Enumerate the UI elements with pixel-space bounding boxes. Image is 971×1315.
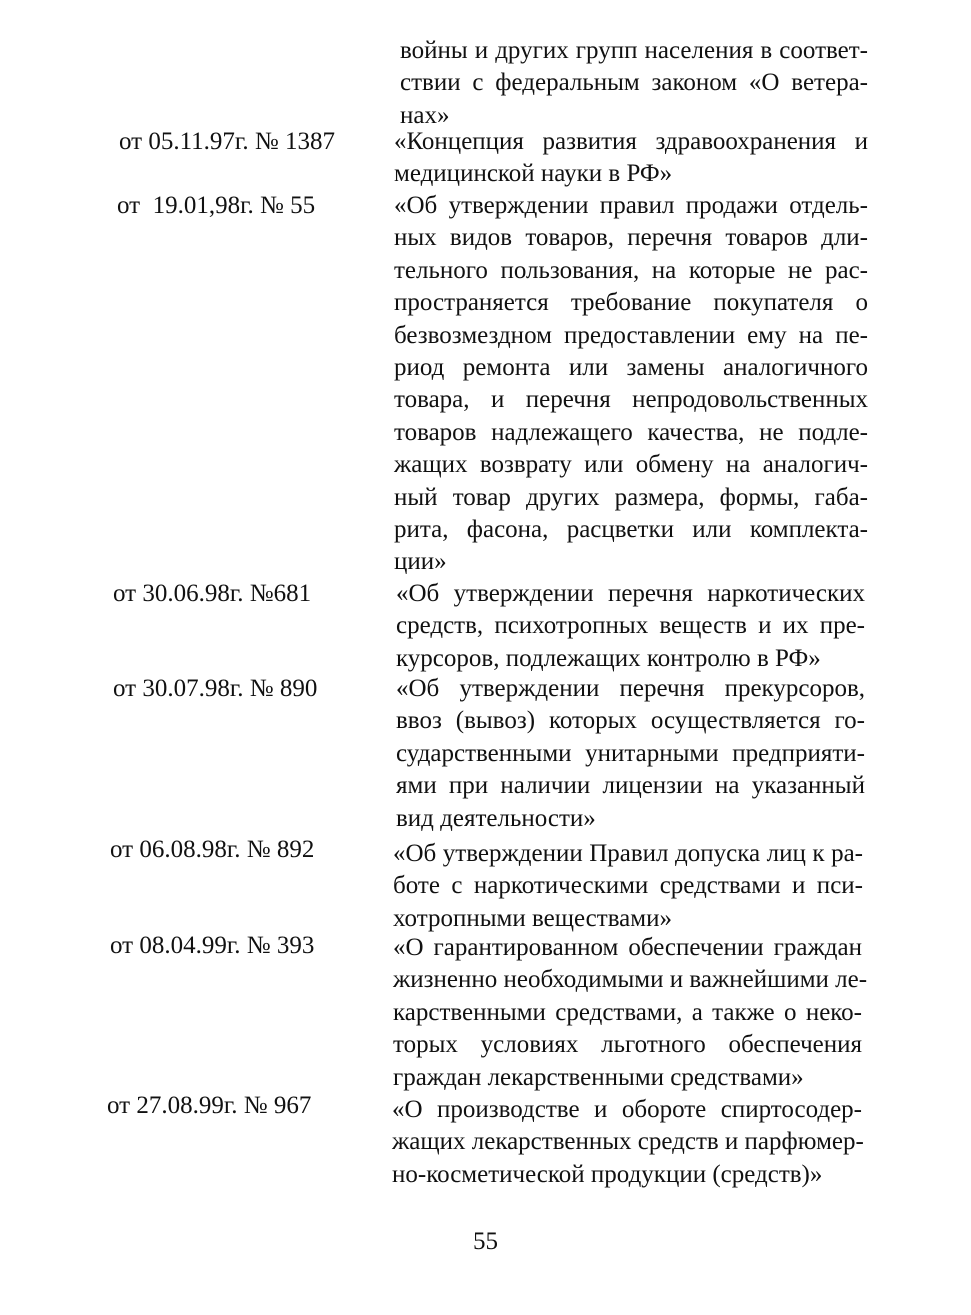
title-line: медицинской науки в РФ»	[394, 160, 673, 188]
title-line: войны и других групп населения в соответ-	[400, 37, 868, 64]
title-line: «Концепция развития здравоохранения и	[394, 128, 868, 155]
document-title	[400, 35, 868, 132]
document-reference: от 08.04.99г. № 393	[110, 932, 315, 959]
title-line: пространяется требование покупателя о	[394, 289, 868, 317]
title-line: но-косметической продукции (средств)»	[392, 1160, 823, 1188]
document-title	[394, 126, 868, 191]
title-line: риод ремонта или замены аналогичного	[394, 354, 868, 382]
document-title	[393, 838, 863, 935]
title-line: товаров надлежащего качества, не подле-	[394, 418, 868, 446]
document-reference: от 05.11.97г. № 1387	[119, 128, 335, 155]
title-line: ции»	[394, 548, 447, 576]
document-title	[394, 190, 868, 579]
title-line: «Об утверждении перечня прекурсоров,	[396, 675, 865, 702]
title-line: жащих лекарственных средств и парфюмер-	[392, 1128, 864, 1156]
document-reference: от 19.01,98г. № 55	[117, 192, 316, 219]
document-title	[392, 1094, 862, 1191]
title-line: нах»	[400, 101, 450, 129]
title-line: жизненно необходимыми и важнейшими ле-	[393, 966, 868, 994]
title-line: безвозмездном предоставлении ему на пе-	[394, 321, 868, 349]
title-line: тельного пользования, на которые не рас-	[394, 256, 868, 284]
title-line: карственными средствами, а также о неко-	[393, 998, 862, 1026]
document-reference: от 30.07.98г. № 890	[113, 675, 318, 702]
title-line: ствии с федеральным законом «О ветера-	[400, 69, 868, 97]
title-line: «О гарантированном обеспечении граждан	[393, 934, 862, 961]
title-line: товара, и перечня непродовольственных	[394, 386, 868, 414]
title-line: боте с наркотическими средствами и пси-	[393, 872, 863, 900]
document-title	[393, 932, 868, 1094]
title-line: ями при наличии лицензии на указанный	[396, 772, 865, 800]
document-reference: от 27.08.99г. № 967	[107, 1092, 312, 1119]
title-line: хотропными веществами»	[393, 904, 672, 932]
title-line: курсоров, подлежащих контролю в РФ»	[396, 644, 821, 672]
title-line: ввоз (вывоз) которых осуществляется го-	[396, 707, 865, 735]
title-line: «Об утверждении перечня наркотических	[396, 580, 865, 607]
title-line: «Об утверждении Правил допуска лиц к ра-	[393, 840, 863, 867]
document-reference: от 06.08.98г. № 892	[110, 836, 315, 863]
title-line: рита, фасона, расцветки или комплекта-	[394, 516, 868, 544]
title-line: вид деятельности»	[396, 804, 596, 832]
document-title	[396, 578, 865, 675]
title-line: граждан лекарственными средствами»	[393, 1063, 804, 1091]
title-line: «О производстве и обороте спиртосодер-	[392, 1096, 862, 1123]
title-line: ных видов товаров, перечня товаров дли-	[394, 224, 868, 252]
title-line: ный товар других размера, формы, габа-	[394, 483, 868, 511]
title-line: средств, психотропных веществ и их пре-	[396, 612, 865, 640]
title-line: сударственными унитарными предприяти-	[396, 739, 865, 767]
page-number: 55	[473, 1228, 498, 1255]
document-reference: от 30.06.98г. №681	[113, 580, 312, 607]
title-line: жащих возврату или обмену на аналогич-	[394, 451, 868, 479]
title-line: «Об утверждении правил продажи отдель-	[394, 192, 868, 219]
document-title	[396, 673, 865, 835]
title-line: торых условиях льготного обеспечения	[393, 1031, 862, 1059]
